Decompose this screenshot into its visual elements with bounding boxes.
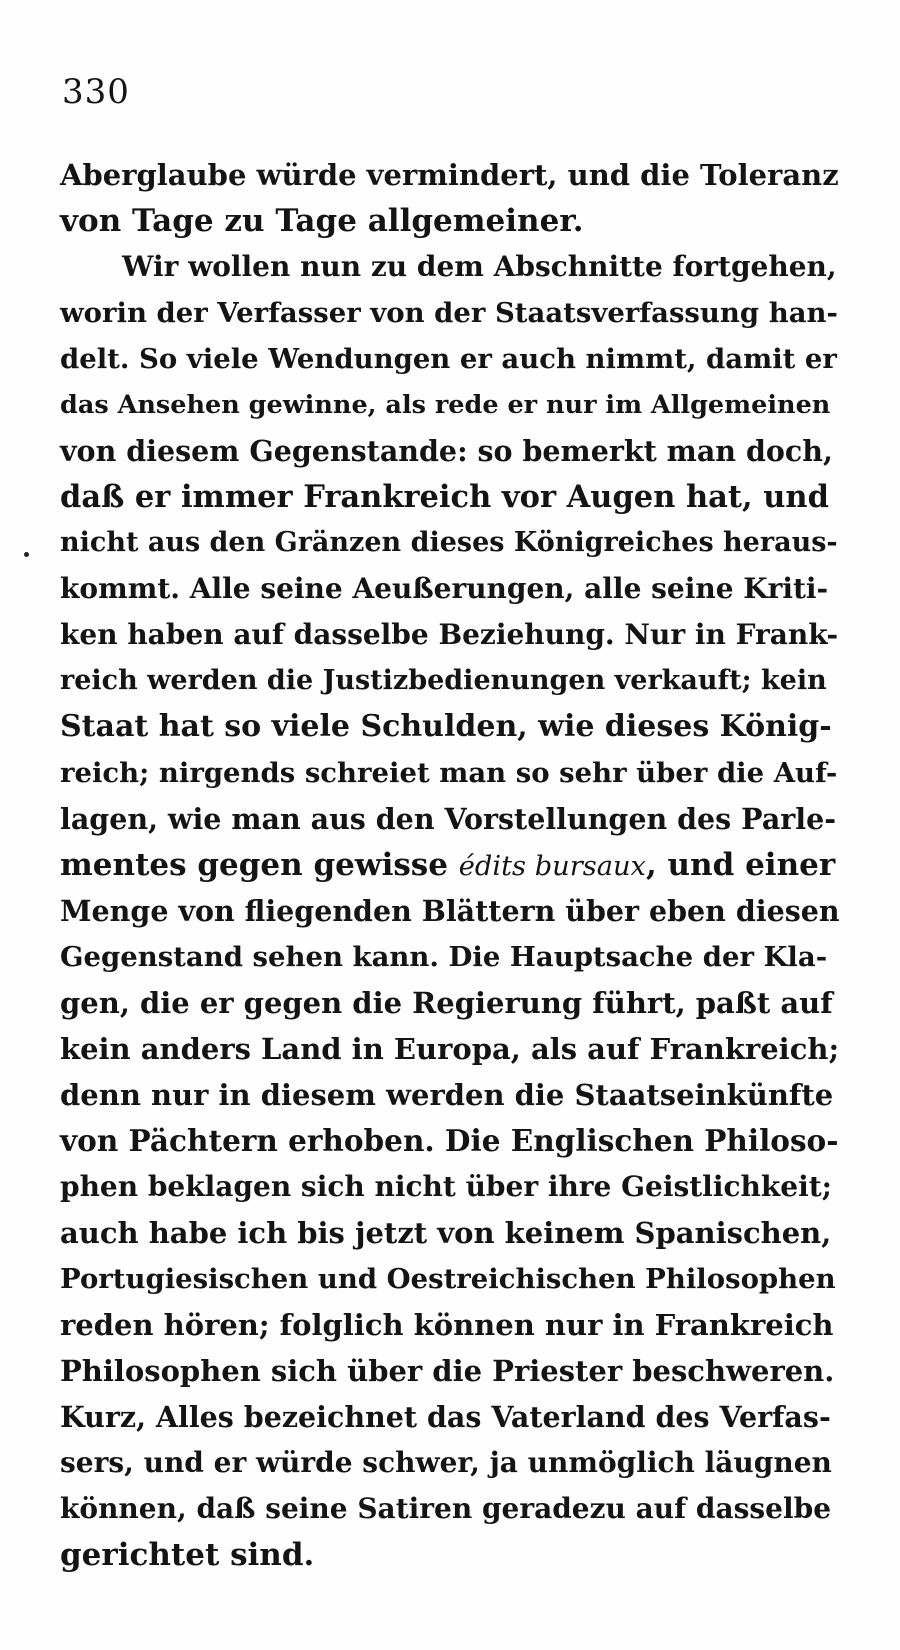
text-line: reich werden die Justizbedienungen verkauft; kein: [60, 665, 827, 696]
ink-speck: [24, 552, 29, 557]
text-line: gerichtet sind.: [60, 1537, 315, 1573]
text-line: Philosophen sich über die Priester beschweren.: [60, 1354, 835, 1388]
text-line: sers, und er würde schwer, ja unmöglich läugnen: [60, 1446, 832, 1479]
text-line: phen beklagen sich nicht über ihre Geistlichkeit;: [60, 1170, 832, 1203]
text-line: Staat hat so viele Schulden, wie dieses König-: [60, 709, 832, 744]
text-line: das Ansehen gewinne, als rede er nur im Allgemeinen: [60, 390, 831, 420]
text-line: gen, die er gegen die Regierung führt, paßt auf: [60, 986, 833, 1020]
text-line: denn nur in diesem werden die Staatseinkünfte: [60, 1078, 834, 1112]
text-line: lagen, wie man aus den Vorstellungen des Parle-: [60, 802, 837, 836]
italic-phrase: édits bursaux: [458, 851, 646, 882]
text-segment: , und einer: [645, 847, 836, 883]
text-line: worin der Verfasser von der Staatsverfassung han-: [60, 297, 838, 329]
text-line: Kurz, Alles bezeichnet das Vaterland des Verfas-: [60, 1400, 831, 1434]
text-line: nicht aus den Gränzen dieses Königreiches heraus-: [60, 527, 838, 558]
text-line: von Pächtern erhoben. Die Englischen Philoso-: [60, 1123, 839, 1158]
paragraph-first-line: Wir wollen nun zu dem Abschnitte fortgehen,: [122, 250, 837, 283]
text-line-with-italic: [60, 842, 835, 888]
text-line: reich; nirgends schreiet man so sehr über die Auf-: [60, 757, 838, 789]
text-segment: mentes gegen gewisse: [60, 847, 459, 883]
text-line: von diesem Gegenstande: so bemerkt man doch,: [60, 434, 833, 468]
text-line: von Tage zu Tage allgemeiner.: [60, 203, 584, 239]
text-line: auch habe ich bis jetzt von keinem Spanischen,: [60, 1216, 832, 1250]
text-line: Menge von fliegenden Blättern über eben diesen: [60, 894, 840, 928]
text-line: kein anders Land in Europa, als auf Frankreich;: [60, 1032, 840, 1066]
page-number: 330: [62, 72, 130, 112]
text-line: Gegenstand sehen kann. Die Hauptsache der Kla-: [60, 941, 828, 973]
text-line: daß er immer Frankreich vor Augen hat, und: [60, 479, 829, 515]
text-line: delt. So viele Wendungen er auch nimmt, damit er: [60, 343, 837, 375]
text-line: können, daß seine Satiren geradezu auf dasselbe: [60, 1492, 832, 1525]
text-line: ken haben auf dasselbe Beziehung. Nur in Frank-: [60, 618, 839, 651]
text-line: Portugiesischen und Oestreichischen Philosophen: [60, 1263, 836, 1295]
text-line: reden hören; folglich können nur in Frankreich: [60, 1308, 834, 1342]
text-line: Aberglaube würde vermindert, und die Toleranz: [60, 158, 839, 192]
text-line: kommt. Alle seine Aeußerungen, alle seine Kriti-: [60, 572, 829, 605]
